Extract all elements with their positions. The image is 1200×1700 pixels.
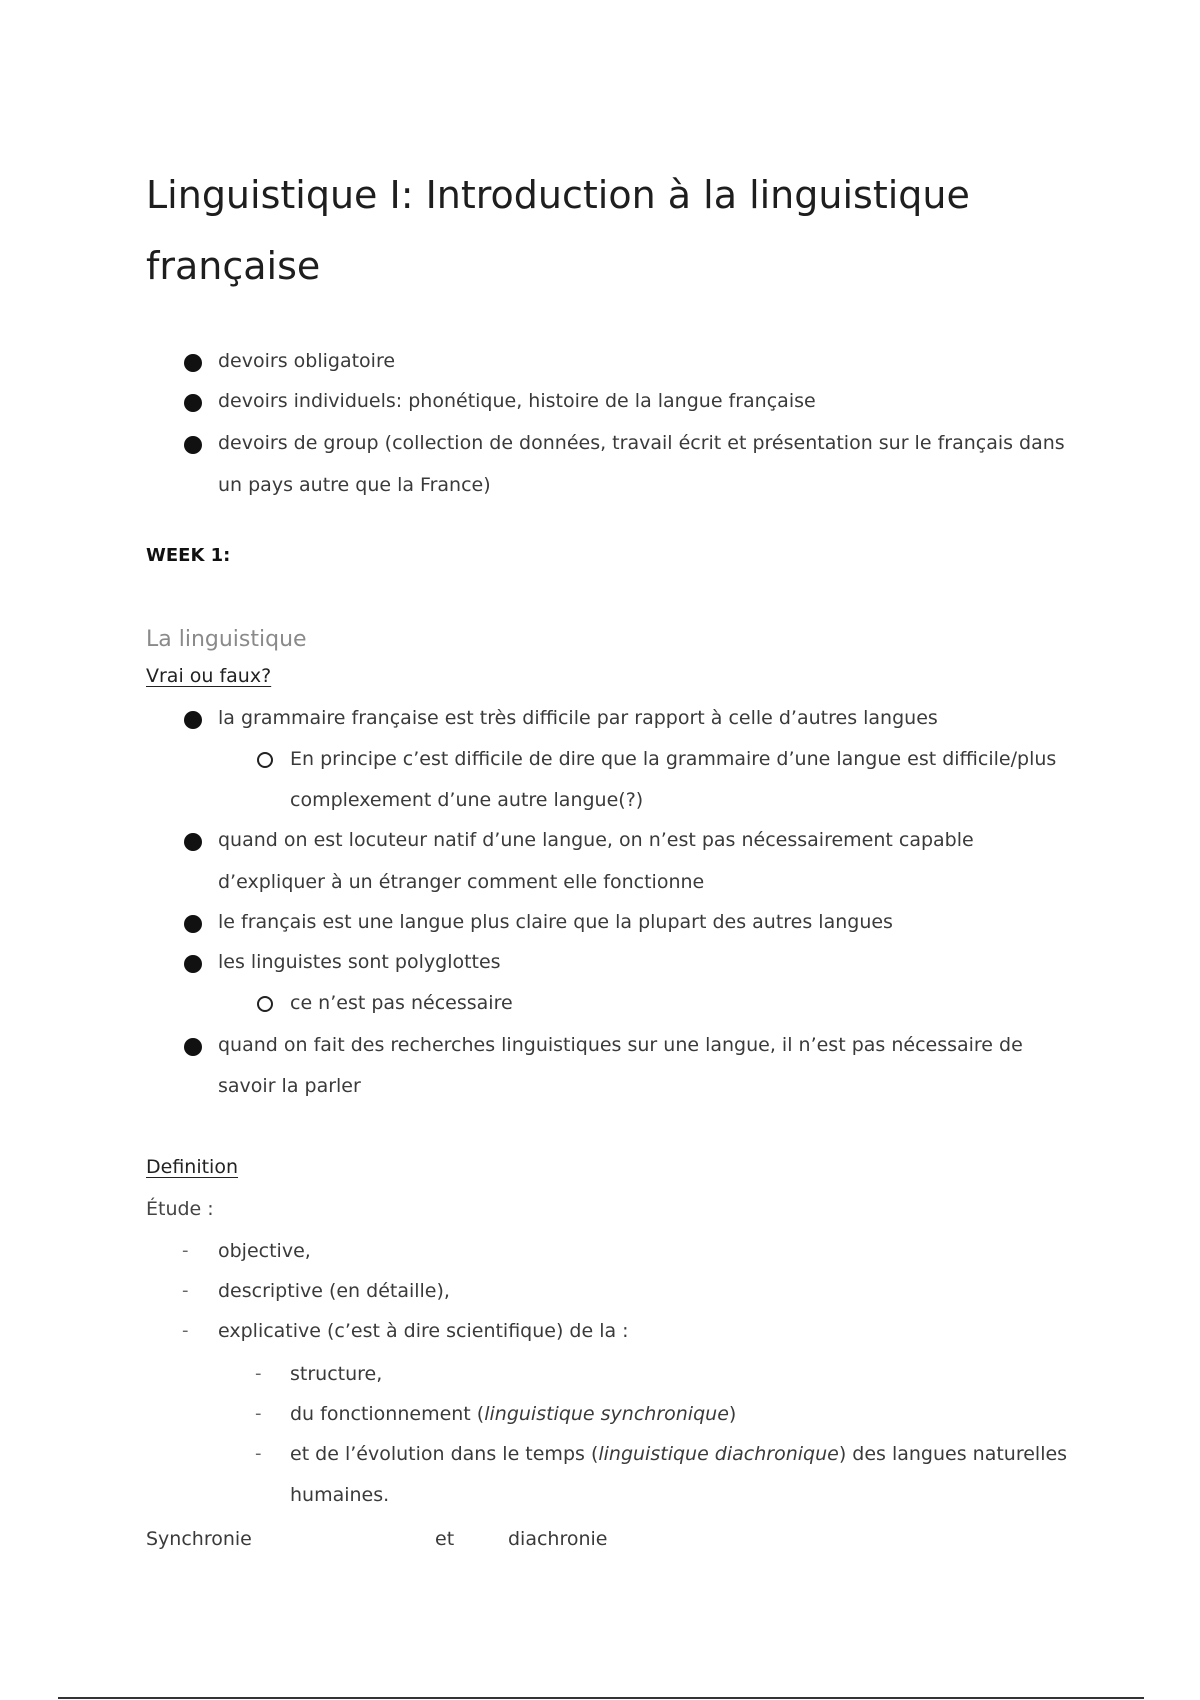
definition-item-3: explicative (c’est à dire scientifique) de la : <box>218 1320 629 1342</box>
et-label: et <box>435 1528 455 1550</box>
statement-5-line-1: quand on fait des recherches linguistiques sur une langue, il n’est pas nécessaire de <box>218 1034 1023 1056</box>
statement-2-line-1: quand on est locuteur natif d’une langue, on n’est pas nécessairement capable <box>218 829 974 851</box>
definition-item-1: objective, <box>218 1240 311 1262</box>
bullet-dot-icon <box>184 915 202 933</box>
title-line-1: Linguistique I: Introduction à la linguistique <box>146 173 970 217</box>
bullet-circle-icon <box>257 752 273 768</box>
intro-bullet-3-line-1: devoirs de group (collection de données, travail écrit et présentation sur le français dans <box>218 432 1065 454</box>
statement-1-answer-line-2: complexement d’une autre langue(?) <box>290 789 644 811</box>
page-title <box>146 160 1076 302</box>
sub-item-3-line-2: humaines. <box>290 1484 390 1506</box>
sub-item-3-post: ) des langues naturelles <box>838 1443 1068 1465</box>
dash-marker: - <box>182 1240 189 1261</box>
statement-3: le français est une langue plus claire que la plupart des autres langues <box>218 911 893 933</box>
intro-bullet-2: devoirs individuels: phonétique, histoire de la langue française <box>218 390 816 412</box>
sub-item-2-italic: linguistique synchronique <box>484 1403 729 1425</box>
section-subtitle: La linguistique <box>146 627 307 652</box>
synchronie-label: Synchronie <box>146 1528 252 1550</box>
bullet-dot-icon <box>184 833 202 851</box>
statement-5-line-2: savoir la parler <box>218 1075 361 1097</box>
intro-bullet-1: devoirs obligatoire <box>218 350 396 372</box>
dash-marker: - <box>255 1363 262 1384</box>
diachronie-label: diachronie <box>508 1528 608 1550</box>
sub-item-2 <box>290 1403 736 1425</box>
bullet-dot-icon <box>184 394 202 412</box>
bullet-circle-icon <box>257 996 273 1012</box>
sub-item-2-pre: du fonctionnement ( <box>290 1403 485 1425</box>
sub-item-3 <box>290 1443 1067 1465</box>
statement-1-answer-line-1: En principe c’est difficile de dire que la grammaire d’une langue est difficile/plus <box>290 748 1057 770</box>
statement-1: la grammaire française est très difficile par rapport à celle d’autres langues <box>218 707 938 729</box>
definition-heading: Definition <box>146 1156 239 1178</box>
statement-4-answer: ce n’est pas nécessaire <box>290 992 513 1014</box>
statement-4: les linguistes sont polyglottes <box>218 951 501 973</box>
week-heading: WEEK 1: <box>146 545 231 566</box>
bullet-dot-icon <box>184 354 202 372</box>
dash-marker: - <box>255 1403 262 1424</box>
dash-marker: - <box>255 1443 262 1464</box>
title-line-2: française <box>146 244 321 288</box>
bullet-dot-icon <box>184 436 202 454</box>
sub-item-2-post: ) <box>728 1403 737 1425</box>
dash-marker: - <box>182 1280 189 1301</box>
sub-item-3-italic: linguistique diachronique <box>598 1443 839 1465</box>
bullet-dot-icon <box>184 711 202 729</box>
dash-marker: - <box>182 1320 189 1341</box>
statement-2-line-2: d’expliquer à un étranger comment elle fonctionne <box>218 871 705 893</box>
etude-label: Étude : <box>146 1198 214 1220</box>
intro-bullet-3-line-2: un pays autre que la France) <box>218 474 491 496</box>
page-bottom-rule <box>58 1697 1144 1699</box>
definition-item-2: descriptive (en détaille), <box>218 1280 450 1302</box>
bullet-dot-icon <box>184 955 202 973</box>
sub-item-3-pre: et de l’évolution dans le temps ( <box>290 1443 599 1465</box>
vrai-ou-faux-heading: Vrai ou faux? <box>146 665 272 687</box>
sub-item-1: structure, <box>290 1363 383 1385</box>
bullet-dot-icon <box>184 1038 202 1056</box>
